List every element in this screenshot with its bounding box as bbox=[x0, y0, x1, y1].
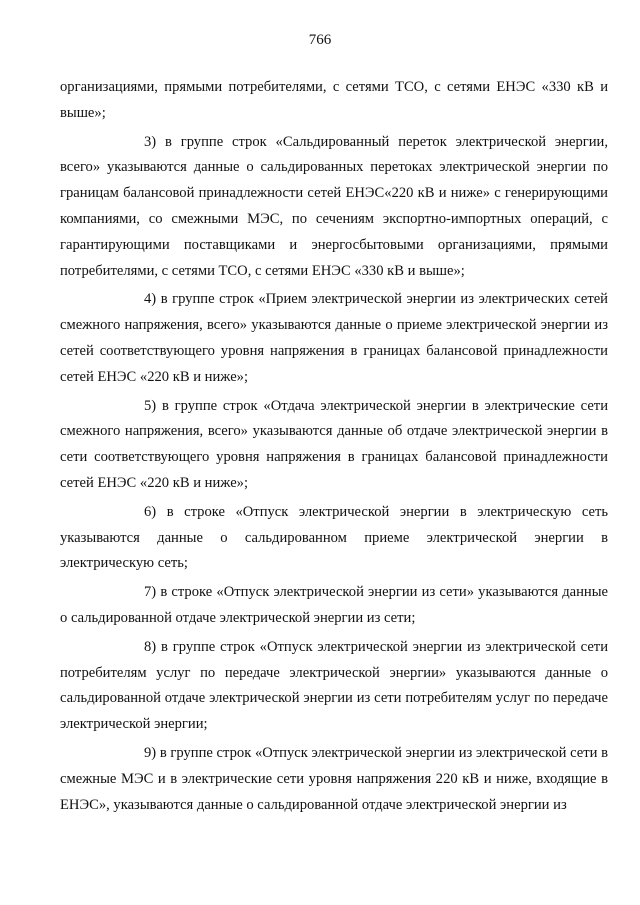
paragraph-number: 6) bbox=[144, 503, 157, 520]
paragraph-number: 3) bbox=[144, 133, 157, 150]
paragraph-number: 9) bbox=[144, 744, 157, 761]
paragraph-text: в группе строк «Отпуск электрической энергии из электрической сети потребителям услуг по передаче электрической энергии» указываются данные о сальдированной отдаче электрической энергии из сети потребителям услуг по передаче электрической энергии; bbox=[60, 638, 608, 733]
paragraph-text: в строке «Отпуск электрической энергии из сети» указываются данные о сальдированной отдаче электрической энергии из сети; bbox=[60, 584, 608, 626]
paragraph-text: в строке «Отпуск электрической энергии в электрическую сеть указываются данные о сальдированном приеме электрической энергии в электрическую сеть; bbox=[60, 503, 608, 572]
paragraph-item-3 bbox=[60, 130, 608, 285]
document-body bbox=[60, 75, 608, 821]
paragraph-number: 8) bbox=[144, 638, 157, 655]
paragraph-item-8 bbox=[60, 635, 608, 738]
paragraph-text: организациями, прямыми потребителями, с сетями ТСО, с сетями ЕНЭС «330 кВ и выше»; bbox=[60, 79, 608, 121]
paragraph-item-6 bbox=[60, 500, 608, 577]
paragraph-text: в группе строк «Отдача электрической энергии в электрические сети смежного напряжения, всего» указываются данные об отдаче электрической энергии в сети соответствующего уровня напряжения в границах балансовой принадлежности сетей ЕНЭС «220 кВ и ниже»; bbox=[60, 397, 608, 491]
paragraph-item-4 bbox=[60, 287, 608, 390]
paragraph-item-7 bbox=[60, 580, 608, 632]
paragraph-number: 4) bbox=[144, 291, 157, 308]
paragraph-item-9 bbox=[60, 741, 608, 818]
paragraph-number: 7) bbox=[144, 584, 157, 601]
paragraph-item-5 bbox=[60, 394, 608, 497]
paragraph-text: в группе строк «Прием электрической энергии из электрических сетей смежного напряжения, всего» указываются данные о приеме электрической энергии из сетей соответствующего уровня напряжения в границах балансовой принадлежности сетей ЕНЭС «220 кВ и ниже»; bbox=[60, 291, 608, 385]
paragraph-text: в группе строк «Сальдированный переток электрической энергии, всего» указываются данные о сальдированных перетоках электрической энергии по границам балансовой принадлежности сетей ЕНЭС«220 кВ и ниже» с генерирующими компаниями, со смежными МЭС, по сечениям экспортно-импортных операций, с гарантирующими поставщиками и энергосбытовыми организациями, прямыми потребителями, с сетями ТСО, с сетями ЕНЭС «330 кВ и выше»; bbox=[60, 133, 608, 279]
page-number: 766 bbox=[308, 32, 332, 48]
paragraph-number: 5) bbox=[144, 397, 157, 414]
paragraph-text: в группе строк «Отпуск электрической энергии из электрической сети в смежные МЭС и в электрические сети уровня напряжения 220 кВ и ниже, входящие в ЕНЭС», указываются данные о сальдированной отдаче электрической энергии из bbox=[60, 744, 608, 813]
paragraph-continuation bbox=[60, 75, 608, 127]
